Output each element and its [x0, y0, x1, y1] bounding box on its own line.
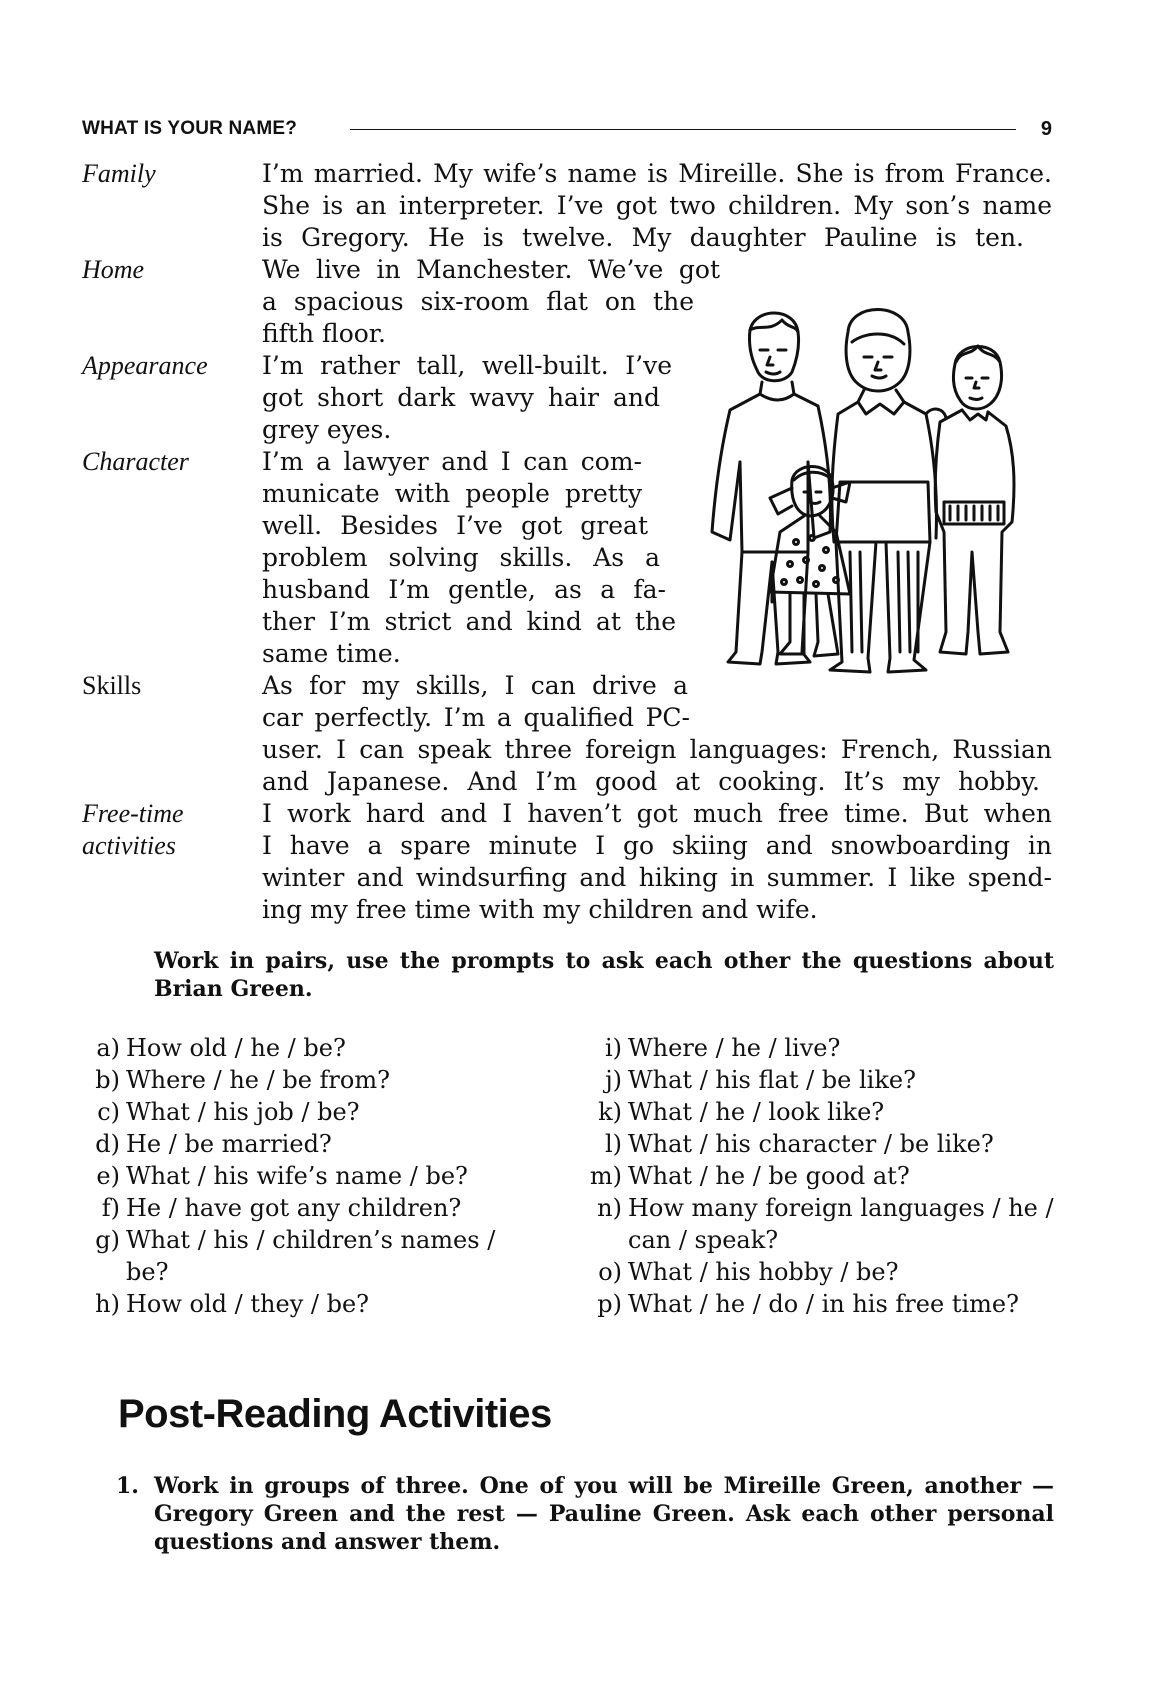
label-family: Family	[82, 159, 156, 188]
question-letter: f)	[101, 1194, 120, 1222]
free-time-line-3: winter and windsurfing and hiking in summer. I like spend-	[262, 863, 1052, 892]
question-item	[82, 1224, 495, 1256]
question-item	[82, 1032, 346, 1064]
question-item	[584, 1192, 1054, 1224]
task-item	[116, 1472, 1054, 1556]
character-line-6: ther I’m strict and kind at the	[262, 607, 676, 636]
question-letter: i)	[604, 1034, 622, 1062]
question-letter: d)	[95, 1130, 120, 1158]
appearance-line-1: I’m rather tall, well-built. I’ve	[262, 351, 672, 380]
question-letter: n)	[597, 1194, 622, 1222]
question-text: can / speak?	[628, 1226, 779, 1254]
son-figure	[926, 346, 1014, 654]
question-item	[82, 1160, 468, 1192]
question-letter: p)	[597, 1290, 622, 1318]
question-text: How many foreign languages / he /	[628, 1194, 1054, 1222]
question-item	[584, 1224, 778, 1256]
skills-line-1: As for my skills, I can drive a	[262, 671, 688, 700]
skills-line-3: user. I can speak three foreign languages: French, Russian	[262, 735, 1052, 764]
free-time-line-4: ing my free time with my children and wife.	[262, 895, 818, 924]
question-text: What / his hobby / be?	[628, 1258, 899, 1286]
question-text: He / have got any children?	[126, 1194, 462, 1222]
question-text: What / his / children’s names /	[126, 1226, 496, 1254]
question-letter: o)	[598, 1258, 622, 1286]
free-time-line-1: I work hard and I haven’t got much free time. But when	[262, 799, 1052, 828]
question-text: What / his flat / be like?	[628, 1066, 916, 1094]
character-line-1: I’m a lawyer and I can com-	[262, 447, 642, 476]
question-item	[82, 1288, 369, 1320]
skills-line-4: and Japanese. And I’m good at cooking. It’s my hobby.	[262, 767, 1040, 796]
question-letter: g)	[95, 1226, 120, 1254]
question-item	[82, 1096, 360, 1128]
question-letter: a)	[96, 1034, 120, 1062]
question-text: What / his job / be?	[126, 1098, 360, 1126]
question-text: What / he / do / in his free time?	[628, 1290, 1019, 1318]
question-letter: k)	[598, 1098, 622, 1126]
question-item	[584, 1128, 994, 1160]
question-text: How old / they / be?	[126, 1290, 370, 1318]
question-letter: b)	[95, 1066, 120, 1094]
question-text: What / his wife’s name / be?	[126, 1162, 468, 1190]
free-time-line-2: I have a spare minute I go skiing and snowboarding in	[262, 831, 1052, 860]
question-item	[584, 1288, 1019, 1320]
task-text: Work in groups of three. One of you will be Mireille Green, another — Gregory Green and the rest — Pauline Green. Ask each other personal questions and answer them.	[154, 1473, 1054, 1555]
question-text: How old / he / be?	[126, 1034, 346, 1062]
question-text: What / his character / be like?	[628, 1130, 994, 1158]
home-line-3: fifth floor.	[262, 319, 386, 348]
question-text: Where / he / be from?	[126, 1066, 390, 1094]
task-number: 1.	[116, 1473, 139, 1499]
question-letter: h)	[95, 1290, 120, 1318]
question-item	[82, 1128, 332, 1160]
question-text: He / be married?	[126, 1130, 332, 1158]
question-text: What / he / be good at?	[628, 1162, 910, 1190]
question-item	[82, 1256, 168, 1288]
page-number: 9	[1040, 118, 1052, 140]
label-free-time: Free-time	[82, 799, 184, 828]
question-item	[584, 1160, 910, 1192]
question-item	[82, 1192, 461, 1224]
character-line-4: problem solving skills. As a	[262, 543, 660, 572]
question-letter: l)	[604, 1130, 622, 1158]
question-text: Where / he / live?	[628, 1034, 841, 1062]
character-line-2: municate with people pretty	[262, 479, 642, 508]
running-title: WHAT IS YOUR NAME?	[82, 118, 298, 139]
question-item	[584, 1096, 884, 1128]
question-text: What / he / look like?	[628, 1098, 885, 1126]
pair-work-instruction: Work in pairs, use the prompts to ask each other the questions about Brian Green.	[154, 948, 1054, 1002]
question-item	[82, 1064, 390, 1096]
section-title: Post-Reading Activities	[118, 1392, 552, 1436]
label-skills: Skills	[82, 671, 142, 700]
question-item	[584, 1064, 916, 1096]
label-home: Home	[82, 255, 145, 284]
label-activities: activities	[82, 831, 176, 860]
question-letter: j)	[605, 1066, 622, 1094]
home-line-2: a spacious six-room flat on the	[262, 287, 694, 316]
family-illustration	[700, 302, 1060, 702]
family-line-3: is Gregory. He is twelve. My daughter Pauline is ten.	[262, 223, 1024, 252]
appearance-line-3: grey eyes.	[262, 415, 392, 444]
character-line-3: well. Besides I’ve got great	[262, 511, 648, 540]
mother-figure	[830, 310, 937, 673]
question-letter: e)	[96, 1162, 120, 1190]
father-figure	[712, 313, 831, 664]
question-item	[584, 1032, 840, 1064]
character-line-5: husband I’m gentle, as a fa-	[262, 575, 666, 604]
question-item	[584, 1256, 898, 1288]
question-text: be?	[126, 1258, 169, 1286]
label-appearance: Appearance	[82, 351, 208, 380]
family-line-1: I’m married. My wife’s name is Mireille. She is from France.	[262, 159, 1052, 188]
home-line-1: We live in Manchester. We’ve got	[262, 255, 720, 284]
label-character: Character	[82, 447, 189, 476]
appearance-line-2: got short dark wavy hair and	[262, 383, 660, 412]
character-line-7: same time.	[262, 639, 401, 668]
question-letter: c)	[97, 1098, 120, 1126]
running-header	[82, 118, 1052, 148]
question-letter: m)	[589, 1162, 622, 1190]
header-rule	[350, 129, 1016, 130]
family-line-2: She is an interpreter. I’ve got two children. My son’s name	[262, 191, 1052, 220]
skills-line-2: car perfectly. I’m a qualified PC-	[262, 703, 690, 732]
